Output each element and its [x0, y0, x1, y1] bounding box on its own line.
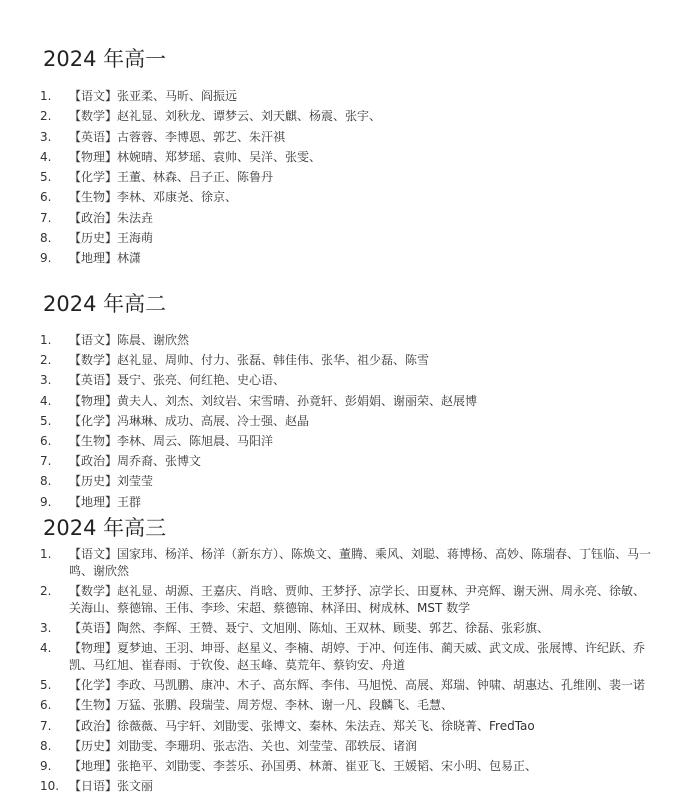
list-number: 5. [40, 413, 52, 428]
section-title-grade-3: 2024 年高三 [43, 516, 167, 540]
list-item-text: 【日语】张文丽 [69, 779, 154, 794]
list-number: 8. [40, 231, 52, 246]
list-number: 3. [40, 621, 52, 635]
grade-3-list [0, 546, 691, 798]
list-number: 1. [40, 333, 52, 347]
list-item-text: 【地理】张艳平、刘勖雯、李荟乐、孙国勇、林萧、崔亚飞、王媛韬、宋小明、包易正、 [69, 758, 538, 773]
list-number: 9. [40, 494, 52, 509]
list-item [0, 169, 691, 189]
list-item-text: 【政治】朱法垚 [69, 210, 154, 225]
list-item-text: 【物理】黄夫人、刘杰、刘纹岩、宋雪晴、孙竟轩、彭娟娟、谢丽荣、赵展博 [69, 393, 478, 408]
list-item [0, 413, 691, 433]
list-number: 4. [40, 393, 52, 408]
list-number: 6. [40, 433, 52, 448]
grade-2-list [0, 332, 691, 514]
list-item [0, 546, 691, 583]
list-number: 3. [40, 373, 52, 388]
list-item-text: 【生物】李林、周云、陈旭晨、马阳洋 [69, 433, 274, 448]
list-item-text: 【化学】冯琳琳、成功、高展、冷士强、赵晶 [69, 413, 310, 428]
list-item [0, 473, 691, 493]
list-item [0, 758, 691, 778]
grade-1-list [0, 88, 691, 271]
list-item [0, 372, 691, 392]
list-item [0, 583, 691, 620]
list-item [0, 88, 691, 108]
list-number: 6. [40, 698, 52, 713]
list-number: 9. [40, 758, 52, 773]
list-number: 9. [40, 251, 52, 266]
list-item-text: 【化学】王董、林森、吕子正、陈鲁丹 [69, 170, 274, 185]
list-item-text: 【数学】赵礼显、胡源、王嘉庆、肖晗、贾帅、王梦抒、凉学长、田夏林、尹亮辉、谢天洲、周永亮、徐敏、关海山、蔡德锦、王伟、李珍、宋超、蔡德锦、林泽田、树成林、MST 数学 [69, 584, 646, 615]
list-item-text: 【历史】王海萌 [69, 231, 154, 246]
list-item [0, 433, 691, 453]
list-item-text: 【历史】刘勖雯、李珊玥、张志浩、关也、刘莹莹、邵轶辰、诸润 [69, 738, 418, 753]
list-item-text: 【数学】赵礼显、周帅、付力、张磊、韩佳伟、张华、祖少磊、陈雪 [69, 353, 430, 368]
list-item [0, 149, 691, 169]
list-item [0, 697, 691, 717]
list-number: 8. [40, 738, 52, 753]
list-item [0, 210, 691, 230]
list-item-text: 【化学】李政、马凯鹏、康冲、木子、高东辉、李伟、马旭悦、高展、郑瑞、钟啸、胡惠达、孔维刚、裴一诺 [69, 678, 646, 693]
list-item-text: 【政治】徐薇薇、马宇轩、刘勖雯、张博文、秦林、朱法垚、郑关飞、徐晓菁、FredTao [69, 718, 535, 733]
list-number: 2. [40, 584, 52, 598]
list-item-text: 【数学】赵礼显、刘秋龙、谭梦云、刘天麒、杨震、张宇、 [69, 109, 382, 124]
list-number: 10. [40, 779, 60, 794]
list-number: 5. [40, 678, 52, 693]
section-title-grade-2: 2024 年高二 [43, 292, 167, 316]
list-item [0, 677, 691, 697]
list-item-text: 【地理】王群 [69, 494, 142, 509]
list-item [0, 189, 691, 209]
list-number: 4. [40, 149, 52, 164]
list-item-text: 【历史】刘莹莹 [69, 474, 154, 489]
list-item-text: 【物理】夏梦迪、王羽、坤哥、赵星义、李楠、胡婷、于冲、何连伟、蔺天威、武文成、张展博、许纪跃、乔凯、马红旭、崔春雨、于钦俊、赵玉峰、莫荒年、蔡钧安、舟道 [69, 641, 646, 673]
list-item-text: 【英语】聂宁、张亮、何红艳、史心语、 [69, 373, 286, 388]
list-number: 1. [40, 89, 52, 103]
list-item [0, 640, 691, 677]
list-item [0, 332, 691, 352]
list-item-text: 【政治】周乔裔、张博文 [69, 454, 202, 469]
list-number: 8. [40, 474, 52, 489]
list-item-text: 【英语】陶然、李辉、王赞、聂宁、文旭刚、陈灿、王双林、顾斐、郭艺、徐磊、张彩旗、 [69, 621, 550, 635]
list-item-text: 【语文】陈晨、谢欣然 [69, 333, 190, 347]
list-item-text: 【英语】古蓉蓉、李博恩、郭艺、朱汗祺 [69, 129, 286, 144]
list-number: 2. [40, 109, 52, 124]
list-item [0, 620, 691, 640]
list-item [0, 352, 691, 372]
list-number: 2. [40, 353, 52, 368]
list-item-text: 【地理】林潇 [69, 251, 142, 266]
list-item [0, 393, 691, 413]
section-title-grade-1: 2024 年高一 [43, 47, 167, 71]
list-number: 3. [40, 129, 52, 144]
list-item [0, 129, 691, 149]
list-item [0, 108, 691, 128]
list-item [0, 718, 691, 738]
list-item-text: 【语文】张亚柔、马昕、阎振远 [69, 89, 238, 103]
list-number: 7. [40, 210, 52, 225]
list-number: 4. [40, 641, 52, 656]
list-number: 1. [40, 547, 52, 561]
list-number: 7. [40, 454, 52, 469]
list-number: 7. [40, 718, 52, 733]
list-number: 5. [40, 170, 52, 185]
list-item [0, 250, 691, 270]
list-item [0, 738, 691, 758]
list-item [0, 453, 691, 473]
list-item [0, 230, 691, 250]
list-item-text: 【语文】国家玮、杨洋、杨洋（新东方）、陈焕文、董腾、乘风、刘聪、蒋博杨、高妙、陈瑞春、丁钰临、马一鸣、谢欣然 [69, 547, 652, 578]
list-item-text: 【生物】万猛、张鹏、段瑞莹、周芳煜、李林、谢一凡、段麟飞、毛慧、 [69, 698, 454, 713]
list-item-text: 【物理】林婉晴、郑梦瑶、袁帅、吴洋、张雯、 [69, 149, 322, 164]
list-item [0, 494, 691, 514]
list-item-text: 【生物】李林、邓康尧、徐京、 [69, 190, 238, 205]
list-item [0, 778, 691, 798]
list-number: 6. [40, 190, 52, 205]
